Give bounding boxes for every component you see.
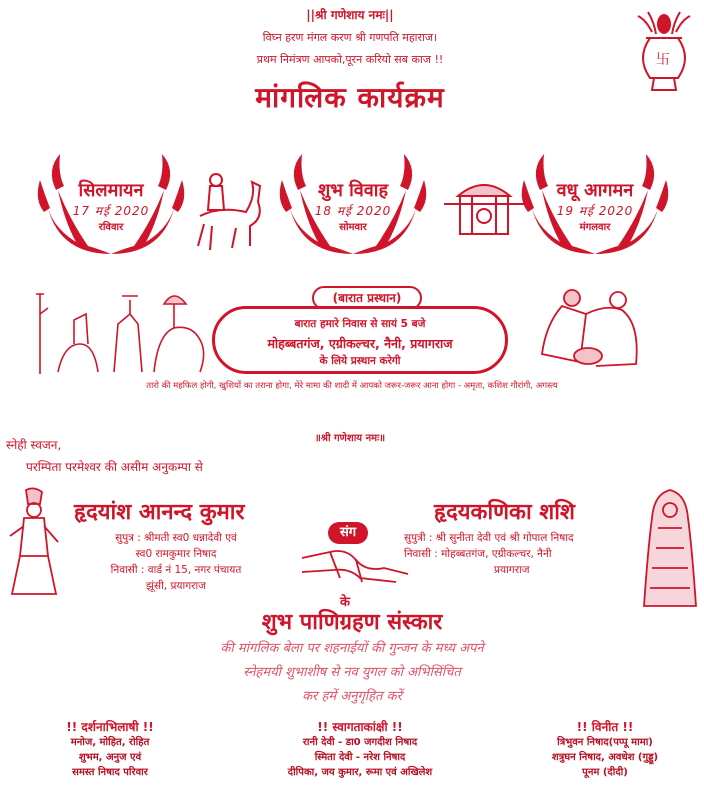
groom-parents-line-2: स्व0 रामकुमार निषाद [135,548,217,560]
footer-heading: !! दर्शनाभिलाषी !! [66,720,154,734]
footer-line: समस्त निषाद परिवार [72,767,148,778]
groom-on-horse-icon [190,166,270,256]
baraat-line-3: के लिये प्रस्थान करेगी [319,355,401,367]
groom-name: हृदयांश आनन्द कुमार [74,500,245,525]
event-day: रविवार [98,222,124,233]
joined-hands-icon [300,538,410,592]
sang-badge: संग [328,522,368,544]
tagline: तारो की महफिल होगी, खुशियों का तराना होगा, मेरे मामा की शादी में आपको जरूर-जरूर आना होगा - अमृता, कशिश गौरांगी, अगस्त्य [146,381,558,391]
invocation-secondary: ॥श्री गणेशाय नमः॥ [314,433,386,444]
footer-swagatakankshi [250,718,470,780]
baraat-line-1: बारात हमारे निवास से सायं 5 बजे [294,318,426,330]
baraat-details [212,306,508,374]
baraat-line-2: मोहब्बतगंज, एग्रीकल्चर, नैनी, प्रयागराज [267,336,453,351]
footer-heading: !! विनीत !! [576,720,634,734]
baraat-title-text: बारात प्रस्थान [338,291,396,305]
bride-address-line-1: निवासी : मोहब्बतगंज, एग्रीकल्चर, नैनी [404,548,552,560]
footer-heading: !! स्वागताकांक्षी !! [317,720,403,734]
bride-address-line-2: प्रयागराज [494,564,530,576]
bride-name: हृदयकणिका शशि [434,500,575,525]
bride-parents-line: सुपुत्री : श्री सुनीता देवी एवं श्री गोपाल निषाद [404,532,574,544]
baraat-title: (बारात प्रस्थान) [312,286,422,310]
footer-darshanabhilashi [20,718,200,780]
footer-line: त्रिभुवन निषाद(पप्पू मामा) [557,737,653,748]
kalash-icon [632,2,696,98]
event-shubh-vivah [278,150,428,264]
invocation-text: ||श्री गणेशाय नमः|| [306,8,394,22]
greeting: स्नेही स्वजन, [6,438,62,452]
event-name: सिलमायन [78,180,144,201]
event-date: 19 मई 2020 [556,204,634,218]
groom-address-line-1: निवासी : वार्ड नं 15, नगर पंचायत [110,564,242,576]
groom-figure-icon [4,486,62,596]
event-silmayan [36,150,186,264]
intro-text: परम्पिता परमेश्वर की असीम अनुकम्पा से [26,460,203,474]
ceremony-title: शुभ पाणिग्रहण संस्कार [261,610,443,635]
footer-line: रानी देवी - डा0 जगदीश निषाद [302,737,418,748]
event-vadhu-aagaman [520,150,670,264]
blessing-line-2: स्नेहमयी शुभाशीष से नव युगल को अभिसिंचित [243,665,461,680]
groom-address-line-2: झूंसी, प्रयागराज [146,580,206,592]
footer-line: मनोज, मोहित, रोहित [70,737,150,748]
blessing-line-3: कर हमें अनुगृहित करें [302,689,402,704]
shloka-line-2: प्रथम निमंत्रण आपको,पूरन करियो सब काज !! [256,53,444,66]
event-day: सोमवार [339,222,367,233]
footer-line: शत्रुघन निषाद, अवधेश (गुड्डू) [551,752,659,763]
event-date: 18 मई 2020 [314,204,392,218]
ke-text: के [340,595,350,610]
footer-line: स्मिता देवी - नरेश निषाद [314,752,406,763]
blessing-line-1: की मांगलिक बेला पर शहनाईयों की गुन्जन के मध्य अपने [220,641,484,656]
event-date: 17 मई 2020 [72,204,150,218]
event-day: मंगलवार [579,222,611,233]
footer-line: दीपिका, जय कुमार, रूमा एवं अखिलेश [287,767,433,778]
groom-parents-line-1: सुपुत्र : श्रीमती स्व0 धन्नादेवी एवं [115,532,237,544]
svg-text:卐: 卐 [656,52,670,68]
doli-icon [444,176,524,246]
footer-line: पूनम (दीदी) [582,767,628,778]
footer-line: शुभम, अनुज एवं [78,752,142,763]
event-name: वधू आगमन [556,180,634,201]
baraat-procession-icon [34,284,210,376]
event-name: शुभ विवाह [317,180,389,201]
page-title: मांगलिक कार्यक्रम [255,81,445,114]
bride-figure-icon [640,488,700,608]
wedding-couple-icon [536,284,646,368]
footer-vineet [510,718,700,780]
shloka-line-1: विघ्न हरण मंगल करण श्री गणपति महाराज। [262,31,438,44]
